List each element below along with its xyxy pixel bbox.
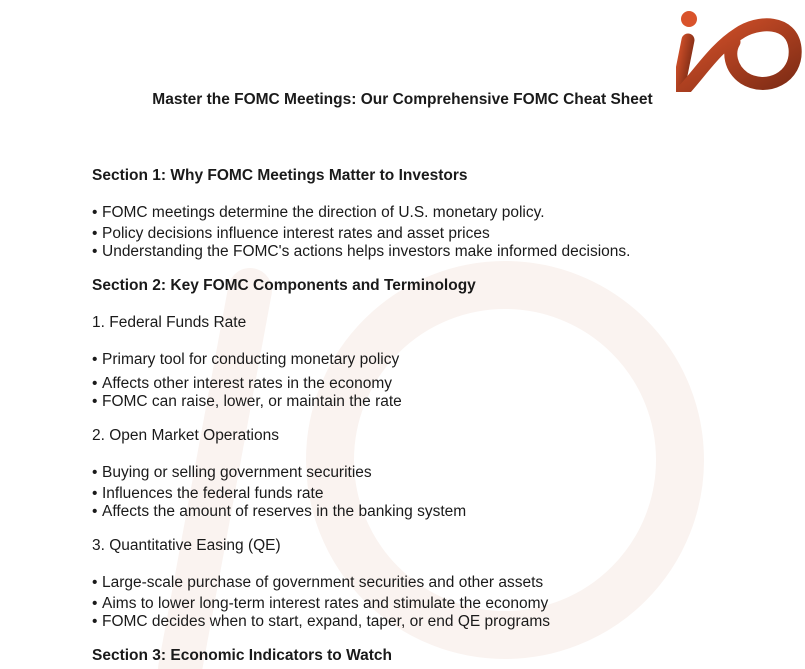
subsection-title: 3. Quantitative Easing (QE) bbox=[92, 537, 281, 554]
list-item: • Affects the amount of reserves in the banking system bbox=[92, 503, 467, 520]
bullet-icon: • bbox=[92, 375, 98, 392]
bullet-icon: • bbox=[92, 393, 98, 410]
subsection-title: 1. Federal Funds Rate bbox=[92, 314, 247, 331]
list-item: • Large-scale purchase of government securities and other assets bbox=[92, 574, 544, 591]
bullet-icon: • bbox=[92, 351, 98, 368]
list-item: • Primary tool for conducting monetary policy bbox=[92, 351, 400, 368]
list-item: • Buying or selling government securities bbox=[92, 464, 372, 481]
section2-heading: Section 2: Key FOMC Components and Terminology bbox=[92, 277, 476, 294]
bullet-icon: • bbox=[92, 204, 98, 221]
bullet-icon: • bbox=[92, 503, 98, 520]
list-item: • Aims to lower long-term interest rates and stimulate the economy bbox=[92, 595, 549, 612]
bullet-icon: • bbox=[92, 243, 98, 260]
io-brand-logo bbox=[676, 8, 802, 92]
bullet-icon: • bbox=[92, 225, 98, 242]
subsection-title: 2. Open Market Operations bbox=[92, 427, 279, 444]
section3-heading: Section 3: Economic Indicators to Watch bbox=[92, 647, 392, 664]
bullet-icon: • bbox=[92, 464, 98, 481]
list-item: • Understanding the FOMC's actions helps investors make informed decisions. bbox=[92, 243, 631, 260]
bullet-icon: • bbox=[92, 613, 98, 630]
list-item: • Affects other interest rates in the economy bbox=[92, 375, 393, 392]
section1-heading: Section 1: Why FOMC Meetings Matter to Investors bbox=[92, 167, 468, 184]
list-item: • Policy decisions influence interest rates and asset prices bbox=[92, 225, 490, 242]
list-item: • FOMC can raise, lower, or maintain the rate bbox=[92, 393, 402, 410]
bullet-icon: • bbox=[92, 485, 98, 502]
list-item: • Influences the federal funds rate bbox=[92, 485, 324, 502]
page-title: Master the FOMC Meetings: Our Comprehensive FOMC Cheat Sheet bbox=[152, 91, 653, 108]
bullet-icon: • bbox=[92, 595, 98, 612]
list-item: • FOMC meetings determine the direction of U.S. monetary policy. bbox=[92, 204, 545, 221]
bullet-icon: • bbox=[92, 574, 98, 591]
list-item: • FOMC decides when to start, expand, taper, or end QE programs bbox=[92, 613, 550, 630]
